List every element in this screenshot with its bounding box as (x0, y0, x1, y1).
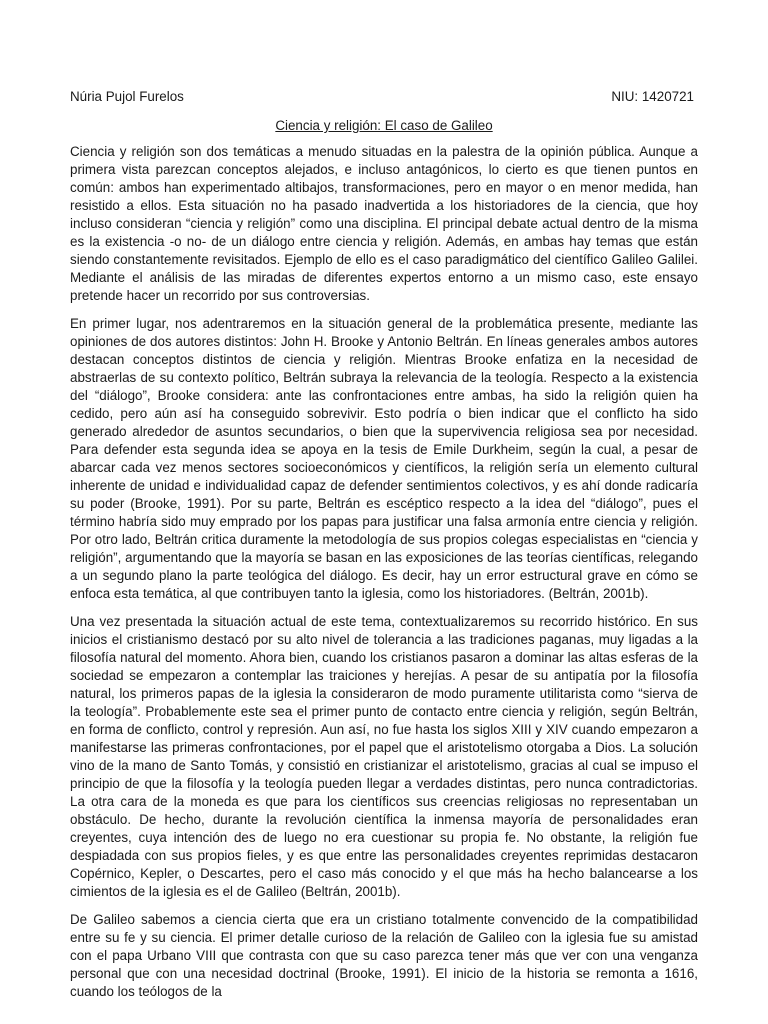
paragraph-3: Una vez presentada la situación actual de este tema, contextualizaremos su recorrido histórico. En sus inicios el cristianismo destacó por su alto nivel de tolerancia a las tradiciones paganas, muy ligadas a la filosofía natural del momento. Ahora bien, cuando los cristianos pasaron a dominar las altas esferas de la sociedad se empezaron a contemplar las traiciones y herejías. A pesar de su antipatía por la filosofía natural, los primeros papas de la iglesia la consideraron de modo puramente utilitarista como “sierva de la teología”. Probablemente este sea el primer punto de contacto entre ciencia y religión, según Beltrán, en forma de conflicto, control y represión. Aun así, no fue hasta los siglos XIII y XIV cuando empezaron a manifestarse las primeras confrontaciones, por el papel que el aristotelismo otorgaba a Dios. La solución vino de la mano de Santo Tomás, y consistió en cristianizar el aristotelismo, gracias al cual se impuso el principio de que la filosofía y la teología pueden llegar a verdades distintas, pero nunca contradictorias. La otra cara de la moneda es que para los científicos sus creencias religiosas no representaban un obstáculo. De hecho, durante la revolución científica la inmensa mayoría de personalidades eran creyentes, cuya intención des de luego no era cuestionar su propia fe. No obstante, la religión fue despiadada con sus propios fieles, y es que entre las personalidades creyentes reprimidas destacaron Copérnico, Kepler, o Descartes, pero el caso más conocido y el que más ha hecho balancearse a los cimientos de la iglesia es el de Galileo (Beltrán, 2001b). (70, 614, 698, 899)
paragraph-1: Ciencia y religión son dos temáticas a menudo situadas en la palestra de la opinión pública. Aunque a primera vista parezcan conceptos alejados, e incluso antagónicos, lo cierto es que tienen puntos en común: ambos han experimentado altibajos, transformaciones, pero en mayor o en menor medida, han resistido a ellos. Esta situación no ha pasado inadvertida a los historiadores de la ciencia, que hoy incluso consideran “ciencia y religión” como una disciplina. El principal debate actual dentro de la misma es la existencia -o no- de un diálogo entre ciencia y religión. Además, en ambas hay temas que están siendo constantemente revisitados. Ejemplo de ello es el caso paradigmático del científico Galileo Galilei. Mediante el análisis de las miradas de diferentes expertos entorno a un mismo caso, este ensayo pretende hacer un recorrido por sus controversias. (70, 144, 698, 303)
document-title: Ciencia y religión: El caso de Galileo (275, 118, 493, 133)
document-header (70, 88, 698, 106)
paragraph-2: En primer lugar, nos adentraremos en la situación general de la problemática presente, mediante las opiniones de dos autores distintos: John H. Brooke y Antonio Beltrán. En líneas generales ambos autores destacan conceptos distintos de ciencia y religión. Mientras Brooke enfatiza en la necesidad de abstraerlas de su contexto político, Beltrán subraya la relevancia de la teología. Respecto a la existencia del “diálogo”, Brooke considera: ante las confrontaciones entre ambas, ha sido la religión quien ha cedido, pero aún así ha conseguido sobrevivir. Esto podría o bien indicar que el conflicto ha sido generado alrededor de asuntos secundarios, o bien que la supervivencia religiosa sea por necesidad. Para defender esta segunda idea se apoya en la tesis de Emile Durkheim, según la cual, a pesar de abarcar cada vez menos sectores socioeconómicos y científicos, la religión sería un elemento cultural inherente de unidad e individualidad capaz de defender sentimientos colectivos, y es ahí donde radicaría su poder (Brooke, 1991). Por su parte, Beltrán es escéptico respecto a la idea del “diálogo”, pues el término habría sido muy emprado por los papas para justificar una falsa armonía entre ciencia y religión. Por otro lado, Beltrán critica duramente la metodología de sus propios colegas especialistas en “ciencia y religión”, argumentando que la mayoría se basan en las exposiciones de las teorías científicas, relegando a un segundo plano la parte teológica del diálogo. Es decir, hay un error estructural grave en cómo se enfoca esta temática, al que contribuyen tanto la iglesia, como los historiadores. (Beltrán, 2001b). (70, 316, 698, 601)
author-name: Núria Pujol Furelos (70, 89, 184, 104)
student-id: NIU: 1420721 (611, 89, 694, 104)
paragraph-4: De Galileo sabemos a ciencia cierta que era un cristiano totalmente convencido de la compatibilidad entre su fe y su ciencia. El primer detalle curioso de la relación de Galileo con la iglesia fue su amistad con el papa Urbano VIII que contrasta con que su caso parezca tener más que ver con una venganza personal que con una necesidad doctrinal (Brooke, 1991). El inicio de la historia se remonta a 1616, cuando los teólogos de la (70, 912, 698, 999)
